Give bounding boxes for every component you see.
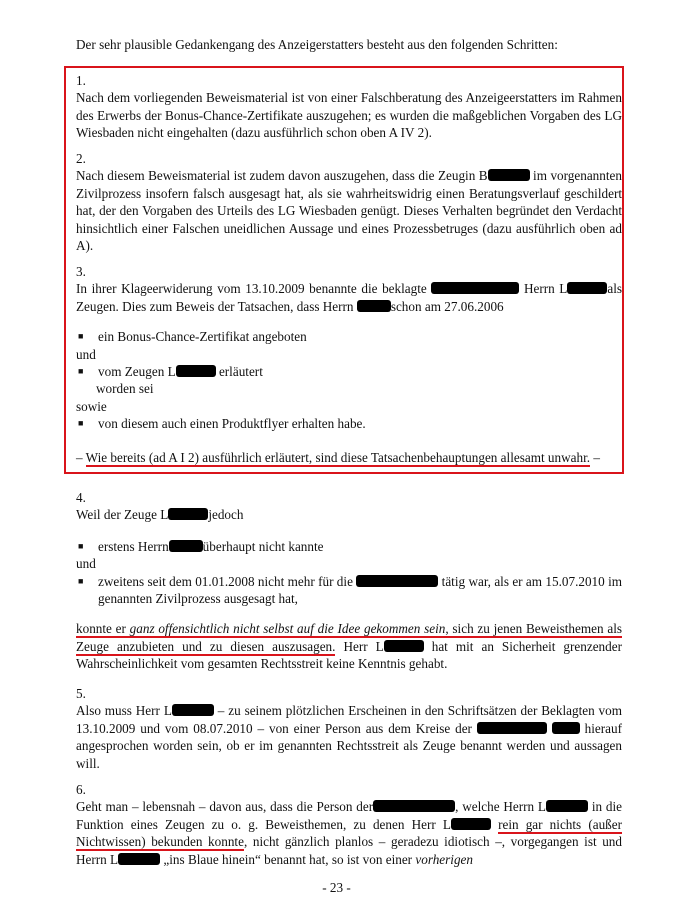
text-part: als Zeugen. Dies zum Beweis der Tatsachen, dass Herrn — [76, 281, 622, 314]
bullet-text — [98, 363, 263, 380]
underlined-statement: Wie bereits (ad A I 2) ausführlich erläutert, sind diese Tatsachenbehauptungen allesamt unwahr. — [85, 449, 591, 465]
section-paragraph — [76, 620, 622, 672]
bullet-text — [98, 573, 622, 608]
section-3 — [76, 263, 622, 466]
text-part: – — [590, 449, 600, 465]
section-number: 2. — [76, 151, 86, 166]
intro-text: Der sehr plausible Gedankengang des Anzeigerstatters besteht aus den folgenden Schritten: — [76, 37, 558, 52]
redaction-bar — [356, 575, 438, 587]
text-part: hat mit an Sicherheit grenzender Wahrscheinlichkeit vom gesamten Rechtsstreit keine Kenntnis gehabt. — [76, 638, 622, 672]
redaction-bar — [567, 282, 607, 294]
bullet-text: ein Bonus-Chance-Zertifikat angeboten — [98, 329, 307, 345]
bullet-icon: ■ — [78, 418, 84, 429]
emphasis-text: vorherigen — [415, 851, 473, 867]
section-number: 6. — [76, 782, 86, 797]
bullet-icon: ■ — [78, 366, 84, 377]
text-part: Herrn L — [519, 281, 568, 297]
emphasis-text: ganz offensichtlich nicht selbst auf die Idee gekommen sein — [129, 621, 446, 637]
section-2 — [76, 150, 622, 254]
closing-statement — [76, 449, 622, 466]
text-part: überhaupt nicht kannte — [202, 538, 324, 554]
text-part: Weil der Zeuge L — [76, 507, 169, 523]
text-part: Herr L — [335, 638, 384, 654]
section-text — [76, 280, 622, 315]
section-1 — [76, 72, 622, 142]
conjunction: und — [76, 556, 96, 572]
text-part: erläutert — [215, 364, 263, 380]
bullet-icon: ■ — [78, 575, 84, 586]
text-part: , welche Herrn L — [455, 799, 546, 815]
redaction-bar — [488, 169, 530, 181]
text-part: hierauf angesprochen worden sein, ob er im genannten Rechtsstreit als Zeuge benannt werden und aussagen will. — [76, 720, 623, 771]
text-part: – — [76, 449, 86, 465]
section-number: 1. — [76, 73, 86, 88]
underlined-statement: rein gar nichts (außer Nichtwissen) bekunden konnte — [76, 816, 622, 850]
bullet-icon: ■ — [78, 540, 84, 551]
redaction-bar — [451, 818, 491, 830]
bullet-text: von diesem auch einen Produktflyer erhalten habe. — [98, 416, 366, 432]
text-part: Geht man – lebensnah – davon aus, dass die Person der — [76, 799, 374, 815]
section-text: Nach dem vorliegenden Beweismaterial ist von einer Falschberatung des Anzeigeerstatters im Rahmen des Erwerbs der Bonus-Chance-Zertifikate auszugehen; es wurden die maßgeblichen Vorgaben des LG Wiesbaden nicht eingehalten (dazu ausführlich schon oben A IV 2). — [76, 90, 622, 141]
bullet-icon: ■ — [78, 331, 84, 342]
redaction-bar — [172, 704, 214, 716]
redaction-bar — [357, 300, 391, 312]
text-part: „ins Blaue hinein“ benannt hat, so ist von einer — [160, 851, 416, 867]
redaction-bar — [552, 722, 580, 734]
redaction-bar — [477, 722, 547, 734]
bullet-item — [76, 573, 622, 608]
section-5 — [76, 685, 622, 772]
section-text — [76, 798, 622, 868]
redaction-bar — [546, 800, 588, 812]
redaction-bar — [373, 800, 455, 812]
text-part: , nicht gänzlich planlos – geradezu idiotisch –, vorgegangen ist und Herrn L — [76, 834, 622, 867]
text-part: Nach diesem Beweismaterial ist zudem davon auszugehen, dass die Zeugin B — [76, 168, 488, 184]
redaction-bar — [431, 282, 519, 294]
section-text — [76, 167, 622, 254]
text-part: zweitens seit dem 01.01.2008 nicht mehr für die — [98, 573, 353, 589]
bullet-item — [76, 415, 622, 432]
conjunction: und — [76, 346, 96, 362]
text-part: tätig war, als er am 15.07.2010 im genannten Zivilprozess ausgesagt hat, — [98, 573, 623, 607]
text-part: Also muss Herr L — [76, 703, 172, 719]
section-text — [76, 506, 622, 523]
bullet-continuation: worden sei — [96, 381, 154, 397]
redaction-bar — [176, 365, 216, 377]
redaction-bar — [118, 853, 160, 865]
redaction-bar — [384, 640, 424, 652]
text-part: erstens Herrn — [98, 538, 169, 554]
text-part: in die Funktion eines Zeugen zu o. g. Beweisthemen, zu denen Herr L — [76, 799, 623, 832]
text-part: In ihrer Klageerwiderung vom 13.10.2009 benannte die beklagte — [76, 281, 427, 297]
conjunction: sowie — [76, 398, 107, 414]
section-number: 4. — [76, 490, 86, 505]
bullet-item — [76, 363, 622, 380]
text-part: im vorgenannten Zivilprozess insofern falsch ausgesagt hat, als sie wahrheitswidrig einen Beratungsverlauf geschildert hat, der den Vorgaben des Urteils des LG Wiesbaden genügt. Dieses Verhalten begründet den Verdacht hinsichtlich einer Falschen uneidlichen Aussage und eines Prozessbetruges (dazu ausführlich oben ad A). — [76, 168, 622, 254]
bullet-text — [98, 538, 324, 555]
text-part: – zu seinem plötzlichen Erscheinen in den Schriftsätzen der Beklagten vom 13.10.2009 und vom 08.07.2010 – von einer Person aus dem Kreise der — [76, 703, 622, 736]
text-part: , sich zu jenen Beweisthemen als Zeuge anzubieten und zu diesen auszusagen. — [76, 621, 622, 654]
page-number: - 23 - — [322, 880, 351, 895]
section-6 — [76, 781, 622, 868]
text-part: vom Zeugen L — [98, 364, 176, 380]
bullet-item — [76, 538, 622, 555]
text-part: konnte er — [76, 621, 130, 637]
redaction-bar — [169, 540, 203, 552]
section-number: 5. — [76, 686, 86, 701]
text-part: schon am 27.06.2006 — [390, 298, 504, 314]
section-4 — [76, 489, 622, 673]
section-text — [76, 702, 622, 772]
text-part: jedoch — [208, 507, 244, 523]
bullet-item — [76, 328, 622, 345]
section-number: 3. — [76, 264, 86, 279]
redaction-bar — [168, 508, 208, 520]
